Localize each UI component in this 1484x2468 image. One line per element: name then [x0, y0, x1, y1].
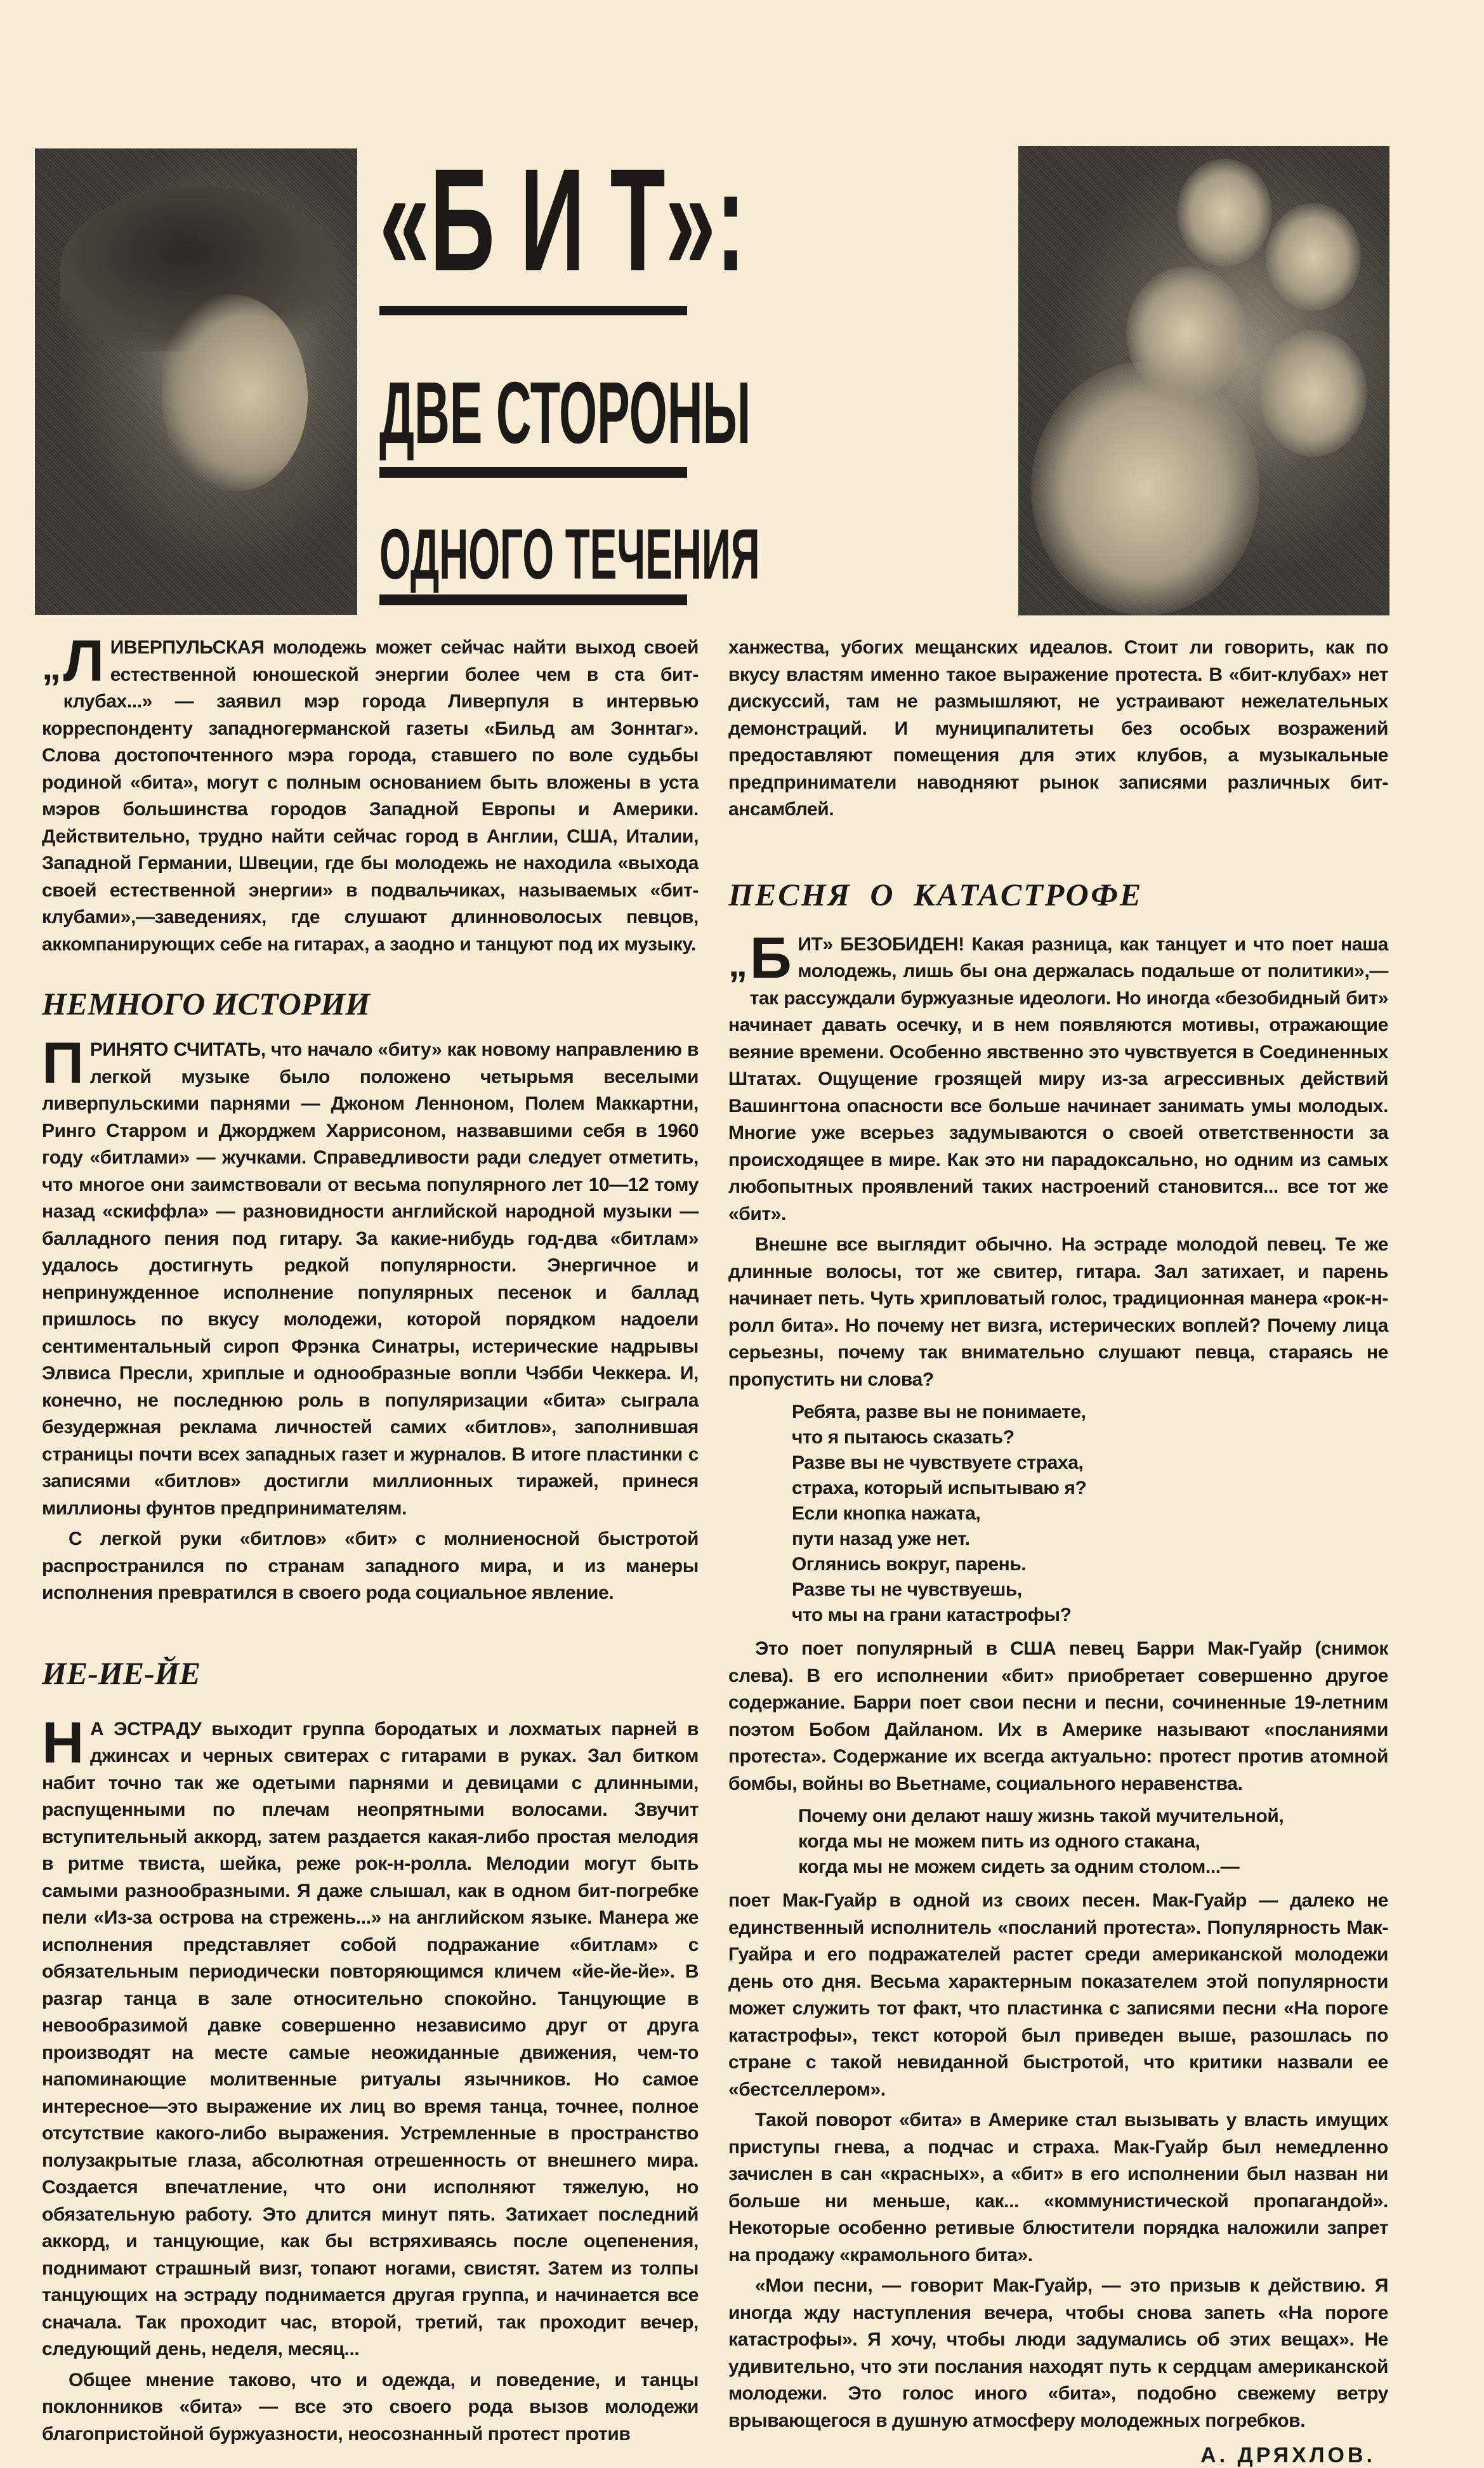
headline-line-2: ДВЕ СТОРОНЫ: [379, 364, 751, 462]
song-verse-2: [798, 1804, 1388, 1880]
lead-caps: ИВЕРПУЛЬСКАЯ: [110, 637, 265, 658]
opening-quote-mark: „: [728, 942, 747, 985]
headline-rule: [379, 467, 687, 478]
photo-face-shape: [1259, 330, 1367, 457]
verse-line: Оглянись вокруг, парень.: [792, 1554, 1027, 1575]
headline-line-1: «Б И Т»:: [379, 138, 746, 301]
paragraph-text: выходит группа бородатых и лохматых парней в джинсах и черных свитерах с гитарами в руках. Зал битком набит точно так же одетыми парнями и девицами с длинными, распущенными по плечам неопрятными волосами. Звучит вступительный аккорд, затем раздается какая-либо простая мелодия в ритме твиста, шейка, реже рок-н-ролла. Мелодии могут быть самыми разнообразными. Я даже слышал, как в одном бит-погребке пели «Из-за острова на стрежень...» на английском языке. Манера же исполнения представляет собой подражание «битлам» с обязательным периодически повторяющимся кличем «йе-йе-йе». В разгар танца в зале относительно спокойно. Танцующие в невообразимой давке совершенно независимо друг от друга производят на месте самые неожиданные движения, чем-то напоминающие молитвенные ритуалы язычников. Но самое интересное—это выражение их лиц во время танца, точнее, полное отсутствие какого-либо выражения. Устремленные в пространство полузакрытые глаза, абсолютная отрешенность от внешнего мира. Создается впечатление, что они исполняют тяжелую, но обязательную работу. Это длится минут пять. Затихает последний аккорд, и танцующие, как бы встряхиваясь после оцепенения, поднимают страшный визг, топают ногами, свистят. Затем из толпы танцующих на эстраду поднимается другая группа, и начинается все сначала. Так проходит час, второй, третий, так проходит вечер, следующий день, неделя, месяц...: [42, 1718, 699, 2360]
paragraph-text: молодежь может сейчас найти выход своей естественной юношеской энергии более чем в ста бит-клубах...» — заявил мэр города Ливерпуля в интервью корреспонденту западногерманской газеты «Бильд ам Зоннтаг». Слова достопочтенного мэра города, ставшего по воле судьбы родиной «бита», могут с полным основанием быть вложены в уста мэров большинства городов Западной Европы и Америки. Действительно, трудно найти сейчас город в Англии, США, Италии, Западной Германии, Швеции, где бы молодежь не находила «выхода своей естественной энергии» в подвальчиках, называемых «бит-клубами»,—заведениях, где слушают длинноволосых певцов, аккомпанирующих себе на гитарах, а заодно и танцуют под их музыку.: [42, 637, 699, 955]
history-paragraph-1: [42, 1031, 699, 1522]
lead-caps: РИНЯТО СЧИТАТЬ,: [89, 1039, 266, 1060]
yeah-paragraph-1: [42, 1710, 699, 2363]
article-column-right: [728, 634, 1388, 2468]
verse-line: пути назад уже нет.: [792, 1528, 970, 1549]
song-paragraph-4: поет Мак-Гуайр в одной из своих песен. Мак-Гуайр — далеко не единственный исполнитель «посланий протеста». Популярность Мак-Гуайра и его подражателей растет среди американской молодежи день ото дня. Весьма характерным показателем этой популярности может служить тот факт, что пластинка с записями песни «На пороге катастрофы», текст которой был приведен выше, разошлась по стране с такой невиданной быстротой, что критики назвали ее «бестселлером».: [728, 1890, 1388, 2100]
photo-singer-profile: [35, 148, 357, 615]
verse-line: что я пытаюсь сказать?: [792, 1427, 1015, 1448]
verse-line: страха, который испытываю я?: [792, 1478, 1087, 1499]
verse-line: когда мы не можем пить из одного стакана,: [798, 1831, 1200, 1852]
verse-line: когда мы не можем сидеть за одним столом...—: [798, 1856, 1240, 1877]
article-column-left: [42, 629, 699, 2448]
headline-rule: [379, 306, 687, 315]
verse-line: Разве вы не чувствуете страха,: [792, 1452, 1084, 1473]
song-paragraph-6: «Мои песни, — говорит Мак-Гуайр, — это призыв к действию. Я иногда жду наступления вечера, чтобы снова запеть «На пороге катастрофы». Я хочу, чтобы люди задумались об этих вещах». Не удивительно, что эти послания находят путь к сердцам американской молодежи. Это голос иного «бита», подобно свежему ветру врывающегося в душную атмосферу молодежных погребков.: [728, 2275, 1388, 2431]
yeah-paragraph-2-continued: ханжества, убогих мещанских идеалов. Стоит ли говорить, как по вкусу властям именно такое выражение протеста. В «бит-клубах» нет дискуссий, там не размышляют, не устраивают нежелательных демонстраций. И муниципалитеты без особых возражений предоставляют помещения для этих клубов, а музыкальные предприниматели наводняют рынок записями различных бит-ансамблей.: [728, 637, 1388, 820]
author-byline: А. ДРЯХЛОВ.: [1200, 2443, 1376, 2467]
verse-line: Почему они делают нашу жизнь такой мучительной,: [798, 1806, 1284, 1827]
song-verse-1: [792, 1400, 1388, 1628]
section-heading-history: НЕМНОГО ИСТОРИИ: [42, 986, 371, 1021]
lead-caps: ИТ» БЕЗОБИДЕН!: [798, 933, 964, 955]
song-paragraph-5: Такой поворот «бита» в Америке стал вызывать у власть имущих приступы гнева, а подчас и страха. Мак-Гуайр был немедленно зачислен в сан «красных», а «бит» в его исполнении был назван ни больше ни меньше, как... «коммунистической пропагандой». Некоторые особенно ретивые блюстители порядка наложили запрет на продажу «крамольного бита».: [728, 2110, 1388, 2266]
verse-line: Если кнопка нажата,: [792, 1503, 981, 1524]
lead-caps: А ЭСТРАДУ: [90, 1718, 202, 1740]
opening-quote-mark: „: [42, 645, 61, 688]
song-paragraph-3: Это поет популярный в США певец Барри Мак-Гуайр (снимок слева). В его исполнении «бит» приобретает совершенно другое содержание. Барри поет свои песни и песни, сочиненные 19-летним поэтом Бобом Дайланом. Их в Америке называют «посланиями протеста». Содержание их всегда актуально: протест против атомной бомбы, войны во Вьетнаме, социального неравенства.: [728, 1638, 1388, 1794]
dropcap: П: [42, 1031, 84, 1096]
headline-rule: [379, 594, 687, 605]
photo-dancing-crowd: [1018, 146, 1389, 615]
verse-line: Разве ты не чувствуешь,: [792, 1579, 1022, 1600]
song-paragraph-2: Внешне все выглядит обычно. На эстраде молодой певец. Те же длинные волосы, тот же свитер, гитара. Зал затихает, и парень начинает петь. Чуть хрипловатый голос, традиционная манера «рок-н-ролл бита». Но почему нет визга, истерических воплей? Почему лица серьезны, почему так внимательно слушают певца, стараясь не пропустить ни слова?: [728, 1234, 1388, 1390]
intro-paragraph: [42, 629, 699, 958]
paragraph-text: что начало «биту» как новому направлению в легкой музыке было положено четырьмя веселыми ливерпульскими парнями — Джоном Ленноном, Полем Маккартни, Ринго Старром и Джорджем Харрисоном, назвавшими себя в 1960 году «битлами» — жучками. Справедливости ради следует отметить, что многое они заимствовали от весьма популярного лет 10—12 тому назад «скиффла» — разновидности английской народной музыки — балладного пения под гитару. За какие-нибудь год-два «битлам» удалось достигнуть редкой популярности. Энергичное и непринужденное исполнение популярных песенок и баллад пришлось по вкусу молодежи, которой порядком надоели сентиментальный сироп Фрэнка Синатры, истерические надрывы Элвиса Пресли, хриплые и однообразные вопли Чэбби Чеккера. И, конечно, не последнюю роль в популяризации «бита» сыграла безудержная реклама личностей самих «битлов», заполнившая страницы почти всех западных газет и журналов. В итоге пластинки с записями «битлов» достигли миллионных тиражей, принеся миллионы фунтов предпринимателям.: [42, 1039, 699, 1519]
headline-line-3: ОДНОГО ТЕЧЕНИЯ: [379, 515, 760, 594]
dropcap: Н: [42, 1710, 84, 1775]
verse-line: Ребята, разве вы не понимаете,: [792, 1401, 1086, 1422]
song-paragraph-1: [728, 925, 1388, 1228]
photo-face-shape: [1177, 159, 1272, 266]
yeah-paragraph-2: Общее мнение таково, что и одежда, и поведение, и танцы поклонников «бита» — все это своего рода вызов молодежи благопристойной буржуазности, неосознанный протест против: [42, 2369, 699, 2445]
dropcap: Л: [63, 629, 104, 693]
verse-line: что мы на грани катастрофы?: [792, 1605, 1072, 1625]
photo-face-shape: [1266, 203, 1361, 311]
history-paragraph-2: С легкой руки «битлов» «бит» с молниеносной быстротой распространился по странам западного мира, и из манеры исполнения превратился в своего рода социальное явление.: [42, 1528, 699, 1603]
photo-body-shape: [1031, 362, 1259, 615]
section-heading-yeah: ИЕ-ИЕ-ЙЕ: [42, 1655, 201, 1691]
paragraph-text: Какая разница, как танцует и что поет наша молодежь, лишь бы она держалась подальше от политики»,—так рассуждали буржуазные идеологи. Но иногда «безобидный бит» начинает давать осечку, и в нем появляются мотивы, отражающие веяние времени. Особенно явственно это чувствуется в Соединенных Штатах. Ощущение грозящей миру из-за агрессивных действий Вашингтона опасности все больше начинает занимать умы молодых. Многие уже всерьез задумываются о своей ответственности за происходящее в мире. Как это ни парадоксально, но одним из самых любопытных проявлений таких настроений становится... все тот же «бит».: [728, 933, 1388, 1224]
dropcap: Б: [749, 925, 792, 990]
section-heading-song: ПЕСНЯ О КАТАСТРОФЕ: [728, 876, 1143, 912]
